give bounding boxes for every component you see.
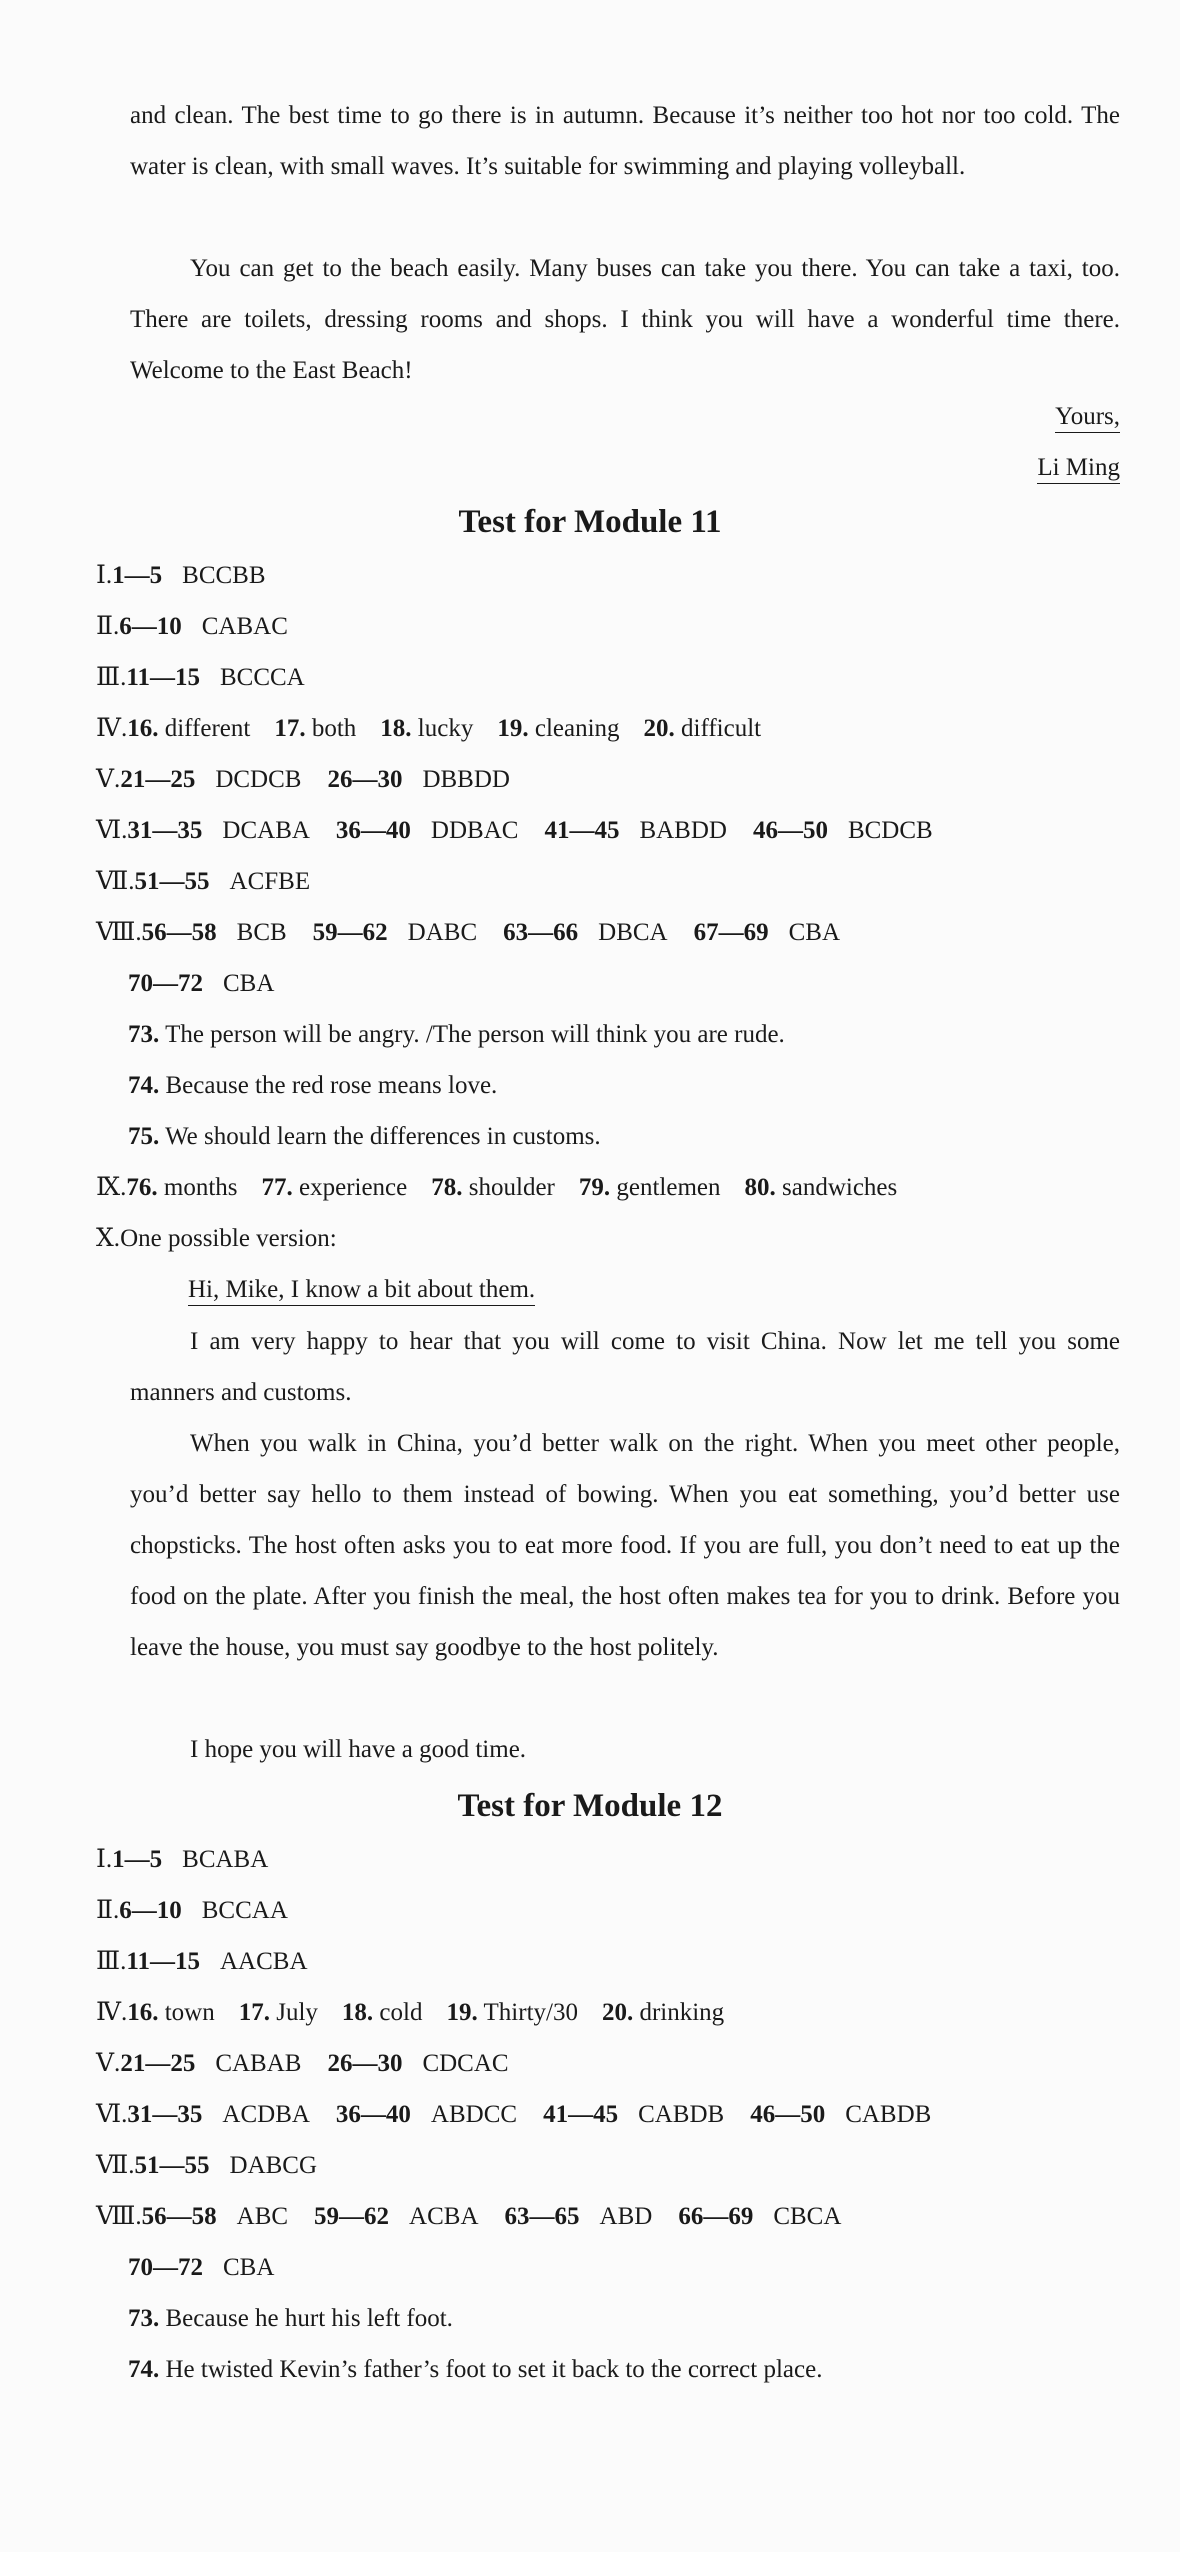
answer: BCDCB — [847, 817, 933, 844]
m11-section-8 — [96, 917, 866, 949]
m12-section-7 — [96, 2150, 343, 2182]
answer-word: cleaning — [534, 715, 620, 742]
item-number: 16. — [127, 1999, 159, 2026]
item-range: 1—5 — [112, 1846, 163, 1873]
m11-essay-paragraph-1: I am very happy to hear that you will come to visit China. Now let me tell you some manners and customs. — [130, 1328, 1120, 1406]
answer: BCABA — [182, 1846, 269, 1873]
answer: CBA — [223, 2254, 275, 2281]
answer: ABD — [599, 2203, 653, 2230]
item-range: 67—69 — [693, 919, 769, 946]
section-label: Ⅱ. — [96, 613, 120, 640]
m12-section-8-line-2 — [128, 2252, 300, 2284]
m11-section-10 — [96, 1223, 337, 1255]
answer: BCB — [236, 919, 287, 946]
answer: DABCG — [229, 2152, 318, 2179]
answer: CBCA — [773, 2203, 842, 2230]
answer: ABDCC — [430, 2101, 518, 2128]
section-label: Ⅴ. — [96, 766, 121, 793]
answer: ACDBA — [222, 2101, 310, 2128]
answer: ACFBE — [229, 868, 311, 895]
answer-text: The person will be angry. /The person will think you are rude. — [165, 1021, 785, 1048]
item-number: 19. — [446, 1999, 478, 2026]
letter-signature: Li Ming — [1037, 453, 1120, 484]
item-number: 17. — [238, 1999, 270, 2026]
answer: CABAB — [215, 2050, 302, 2077]
item-range: 63—66 — [503, 919, 579, 946]
item-number: 18. — [380, 715, 412, 742]
item-number: 20. — [601, 1999, 634, 2026]
answer-word: experience — [299, 1174, 408, 1201]
m11-question-73 — [128, 1019, 785, 1051]
answer-word: months — [163, 1174, 238, 1201]
m11-section-9 — [96, 1172, 921, 1204]
m12-section-3 — [96, 1946, 334, 1978]
m11-section-7 — [96, 866, 336, 898]
m11-section-3 — [96, 662, 331, 694]
item-range: 51—55 — [134, 868, 210, 895]
section-label: Ⅱ. — [96, 1897, 120, 1924]
answer-word: July — [276, 1999, 318, 2026]
item-number: 74. — [128, 2356, 160, 2383]
answer: CABAC — [201, 613, 288, 640]
item-number: 73. — [128, 2305, 160, 2332]
item-range: 46—50 — [750, 2101, 826, 2128]
answer: DBCA — [598, 919, 668, 946]
item-range: 31—35 — [127, 2101, 203, 2128]
item-number: 18. — [341, 1999, 374, 2026]
answer: DDBAC — [430, 817, 519, 844]
answer-text: He twisted Kevin’s father’s foot to set it back to the correct place. — [165, 2356, 823, 2383]
item-range: 21—25 — [120, 766, 196, 793]
answer-word: lucky — [417, 715, 474, 742]
section-label: Ⅹ. — [96, 1225, 121, 1252]
section-label: Ⅴ. — [96, 2050, 121, 2077]
item-number: 74. — [128, 1072, 160, 1099]
item-range: 70—72 — [128, 2254, 203, 2281]
section-label: Ⅳ. — [96, 1999, 128, 2026]
item-range: 63—65 — [504, 2203, 580, 2230]
item-range: 41—45 — [543, 2101, 619, 2128]
m11-essay-greeting — [188, 1274, 535, 1306]
answer-text: Because he hurt his left foot. — [165, 2305, 453, 2332]
answer: CABDB — [638, 2101, 725, 2128]
item-range: 56—58 — [141, 2203, 217, 2230]
m11-section-8-line-2 — [128, 968, 300, 1000]
section-intro: One possible version: — [120, 1225, 337, 1252]
item-range: 41—45 — [544, 817, 620, 844]
m11-question-74 — [128, 1070, 497, 1102]
m12-question-74 — [128, 2354, 822, 2386]
answer: DABC — [407, 919, 478, 946]
answer: CDCAC — [422, 2050, 509, 2077]
letter-paragraph-1: and clean. The best time to go there is in autumn. Because it’s neither too hot nor too cold. The water is clean, with small waves. It’s suitable for swimming and playing volleyball. — [130, 102, 1120, 180]
m11-essay-paragraph-2: When you walk in China, you’d better walk on the right. When you meet other people, you’d better say hello to them instead of bowing. When you eat something, you’d better use chopsticks. The host often asks you to eat more food. If you are full, you don’t need to eat up the food on the plate. After you finish the meal, the host often makes tea for you to drink. Before you leave the house, you must say goodbye to the host politely. — [130, 1430, 1120, 1661]
m11-section-1 — [96, 560, 292, 592]
m11-section-5 — [96, 764, 536, 796]
item-range: 6—10 — [119, 1897, 182, 1924]
m12-section-5 — [96, 2048, 535, 2080]
letter-closing: Yours, — [1055, 402, 1120, 433]
answer: DBBDD — [422, 766, 510, 793]
answer-text: We should learn the differences in customs. — [165, 1123, 601, 1150]
item-number: 19. — [497, 715, 529, 742]
section-label: Ⅷ. — [96, 2203, 142, 2230]
item-number: 76. — [126, 1174, 158, 1201]
m11-question-75 — [128, 1121, 601, 1153]
item-range: 46—50 — [752, 817, 828, 844]
item-number: 79. — [578, 1174, 611, 1201]
section-label: Ⅲ. — [96, 664, 127, 691]
answer: ACBA — [409, 2203, 479, 2230]
section-label: Ⅰ. — [96, 562, 113, 589]
answer-word: town — [164, 1999, 215, 2026]
module-12-title: Test for Module 12 — [457, 1788, 723, 1824]
item-range: 6—10 — [119, 613, 182, 640]
answer-word: both — [311, 715, 357, 742]
answer-word: drinking — [639, 1999, 725, 2026]
item-number: 75. — [128, 1123, 160, 1150]
answer-word: gentlemen — [616, 1174, 721, 1201]
item-range: 26—30 — [327, 2050, 403, 2077]
item-range: 56—58 — [141, 919, 217, 946]
answer: CBA — [223, 970, 275, 997]
item-range: 11—15 — [126, 1948, 200, 1975]
section-label: Ⅳ. — [96, 715, 128, 742]
item-number: 80. — [744, 1174, 776, 1201]
item-number: 73. — [128, 1021, 160, 1048]
m11-section-4 — [96, 713, 785, 745]
item-range: 31—35 — [127, 817, 203, 844]
letter-paragraph-2: You can get to the beach easily. Many buses can take you there. You can take a taxi, too. There are toilets, dressing rooms and shops. I think you will have a wonderful time there. Welcome to the East Beach! — [130, 255, 1120, 384]
section-label: Ⅵ. — [96, 817, 128, 844]
item-range: 66—69 — [678, 2203, 754, 2230]
answer-word: Thirty/30 — [483, 1999, 578, 2026]
section-label: Ⅵ. — [96, 2101, 128, 2128]
item-number: 78. — [431, 1174, 463, 1201]
section-label: Ⅲ. — [96, 1948, 127, 1975]
answer: ABC — [236, 2203, 289, 2230]
item-range: 59—62 — [312, 919, 388, 946]
m12-section-2 — [96, 1895, 314, 1927]
answer: DCABA — [222, 817, 310, 844]
item-number: 16. — [127, 715, 159, 742]
answer: BCCCA — [219, 664, 305, 691]
m12-question-73 — [128, 2303, 453, 2335]
greeting-text: Hi, Mike, I know a bit about them. — [188, 1276, 535, 1306]
answer-text: Because the red rose means love. — [165, 1072, 498, 1099]
answer-word: difficult — [681, 715, 762, 742]
item-range: 36—40 — [335, 2101, 411, 2128]
answer: DCDCB — [215, 766, 302, 793]
m12-section-4 — [96, 1997, 748, 2029]
module-11-title: Test for Module 11 — [458, 504, 722, 540]
item-range: 59—62 — [314, 2203, 390, 2230]
m11-section-2 — [96, 611, 314, 643]
item-range: 26—30 — [327, 766, 403, 793]
section-label: Ⅶ. — [96, 2152, 135, 2179]
answer: CBA — [788, 919, 841, 946]
item-range: 70—72 — [128, 970, 203, 997]
answer: AACBA — [219, 1948, 308, 1975]
item-number: 20. — [643, 715, 675, 742]
section-label: Ⅶ. — [96, 868, 135, 895]
m12-section-1 — [96, 1844, 294, 1876]
item-range: 21—25 — [120, 2050, 196, 2077]
answer: BABDD — [639, 817, 727, 844]
item-number: 77. — [261, 1174, 293, 1201]
item-range: 36—40 — [335, 817, 411, 844]
m12-section-6 — [96, 2099, 957, 2131]
answer-word: shoulder — [468, 1174, 555, 1201]
answer: BCCAA — [201, 1897, 288, 1924]
section-label: Ⅰ. — [96, 1846, 113, 1873]
answer-word: cold — [379, 1999, 423, 2026]
answer-word: different — [164, 715, 251, 742]
answer-word: sandwiches — [782, 1174, 898, 1201]
item-range: 51—55 — [134, 2152, 210, 2179]
answer: BCCBB — [182, 562, 266, 589]
m12-section-8 — [96, 2201, 867, 2233]
answer: CABDB — [845, 2101, 932, 2128]
item-number: 17. — [274, 715, 306, 742]
section-label: Ⅷ. — [96, 919, 142, 946]
item-range: 11—15 — [126, 664, 200, 691]
m11-essay-paragraph-3: I hope you will have a good time. — [190, 1736, 527, 1763]
item-range: 1—5 — [112, 562, 163, 589]
section-label: Ⅸ. — [96, 1174, 127, 1201]
m11-section-6 — [96, 815, 959, 847]
